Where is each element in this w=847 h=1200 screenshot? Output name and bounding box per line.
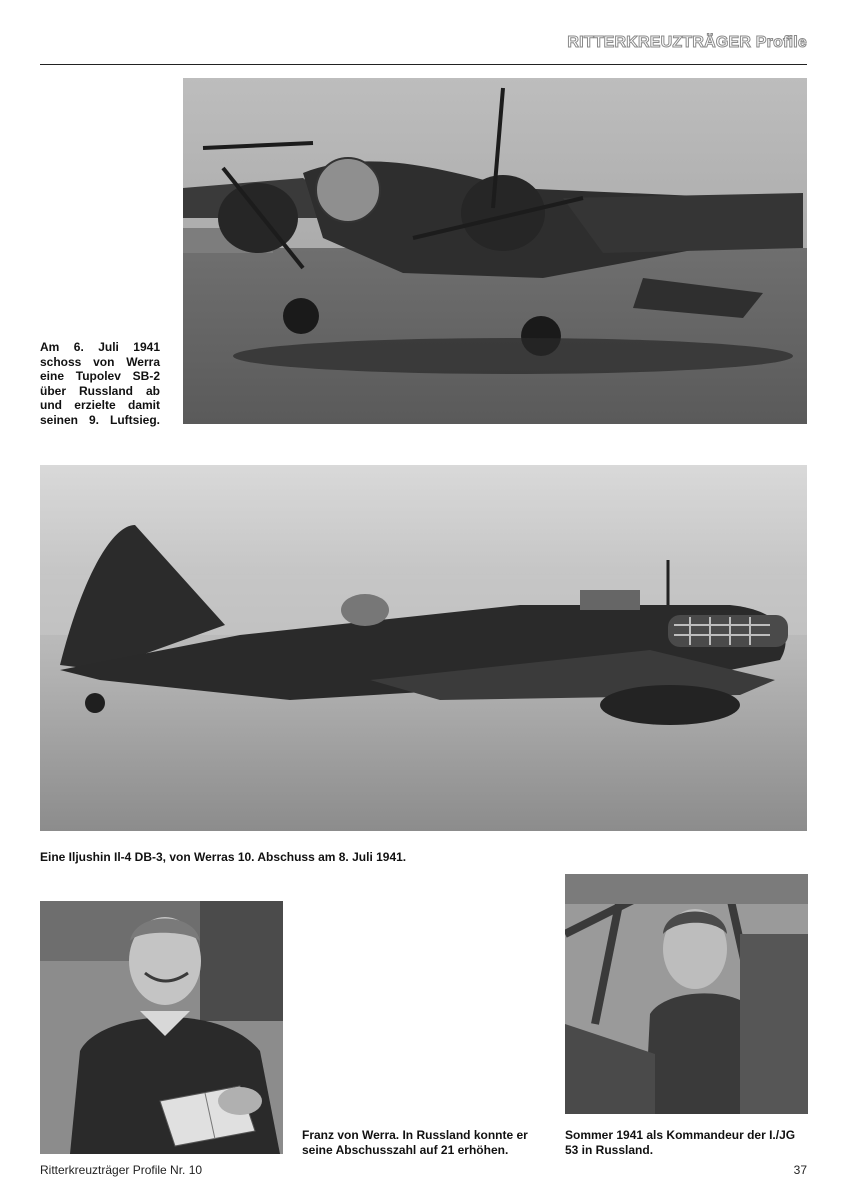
page-number: 37 [793,1163,807,1177]
caption-line: über Russland ab [40,383,160,398]
caption-line: seinen 9. Luftsieg. [40,412,160,427]
caption-sb2 [40,340,160,427]
header-rule [40,64,807,65]
running-header-title: RITTERKREUZTRÄGER Profile [567,34,807,51]
caption-line: eine Tupolev SB-2 [40,369,160,383]
caption-line: schoss von Werra [40,354,160,369]
caption-il4: Eine Iljushin Il-4 DB-3, von Werras 10. Abschuss am 8. Juli 1941. [40,850,407,864]
photo-iljushin-il4 [40,465,807,831]
footer-publication: Ritterkreuzträger Profile Nr. 10 [40,1163,203,1177]
caption-portrait: Franz von Werra. In Russland konnte er seine Abschusszahl auf 21 erhöhen. [302,1128,528,1157]
photo-cockpit [565,874,808,1114]
photo-portrait [40,901,283,1154]
caption-cockpit: Sommer 1941 als Kommandeur der I./JG 53 in Russland. [565,1128,796,1157]
caption-line: und erzielte damit [40,398,160,412]
photo-tupolev-sb2 [183,78,807,424]
caption-line: Am 6. Juli 1941 [40,340,160,354]
